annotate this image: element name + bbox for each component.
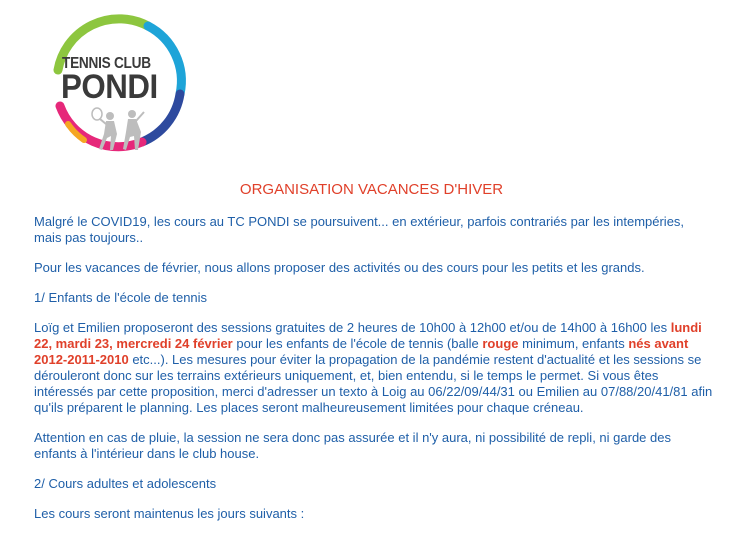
section-heading-children: 1/ Enfants de l'école de tennis <box>34 290 208 305</box>
paragraph-sessions <box>34 320 714 416</box>
section-heading-adults: 2/ Cours adultes et adolescents <box>34 476 217 491</box>
text-span: pour les enfants de l'école de tennis (balle <box>232 336 483 351</box>
paragraph-holidays: Pour les vacances de février, nous allons proposer des activités ou des cours pour les petits et les grands. <box>34 260 645 275</box>
highlight-ball-color: rouge <box>482 336 519 351</box>
logo-line2: PONDI <box>61 68 158 106</box>
tennis-club-logo <box>38 8 198 163</box>
paragraph-rain-warning: Attention en cas de pluie, la session ne sera donc pas assurée et il n'y aura, ni possibilité de repli, ni garde des enfants à l'intérieur dans le club house. <box>34 430 671 461</box>
paragraph-schedule: Les cours seront maintenus les jours suivants : <box>34 506 305 521</box>
article-body <box>34 214 714 536</box>
page-title: ORGANISATION VACANCES D'HIVER <box>239 181 504 198</box>
text-span: minimum, enfants <box>518 336 629 351</box>
highlight-birth-years: nés avant 2012-2011-2010 <box>34 336 689 367</box>
text-span: Loïg et Emilien proposeront des sessions gratuites de 2 heures de 10h00 à 12h00 et/ou de 14h00 à 16h00 les <box>34 320 671 335</box>
text-span: etc...). Les mesures pour éviter la propagation de la pandémie restent d'actualité et les sessions se dérouleront donc sur les terrains extérieurs uniquement, et, bien entendu, si le temps le permet. Si vous êtes intéressés par cette proposition, merci d'adresser un texto à Loig au 06/22/09/44/31 ou Emilien au 07/88/20/41/81 afin qu'ils préparent le planning. Les places seront malheureusement limitées pour chaque créneau. <box>34 352 713 415</box>
paragraph-intro: Malgré le COVID19, les cours au TC PONDI se poursuivent... en extérieur, parfois contrariés par les intempéries, mais pas toujours.. <box>34 214 685 245</box>
logo-line1: TENNIS CLUB <box>62 55 151 72</box>
highlight-dates: lundi 22, mardi 23, mercredi 24 février <box>34 320 702 351</box>
